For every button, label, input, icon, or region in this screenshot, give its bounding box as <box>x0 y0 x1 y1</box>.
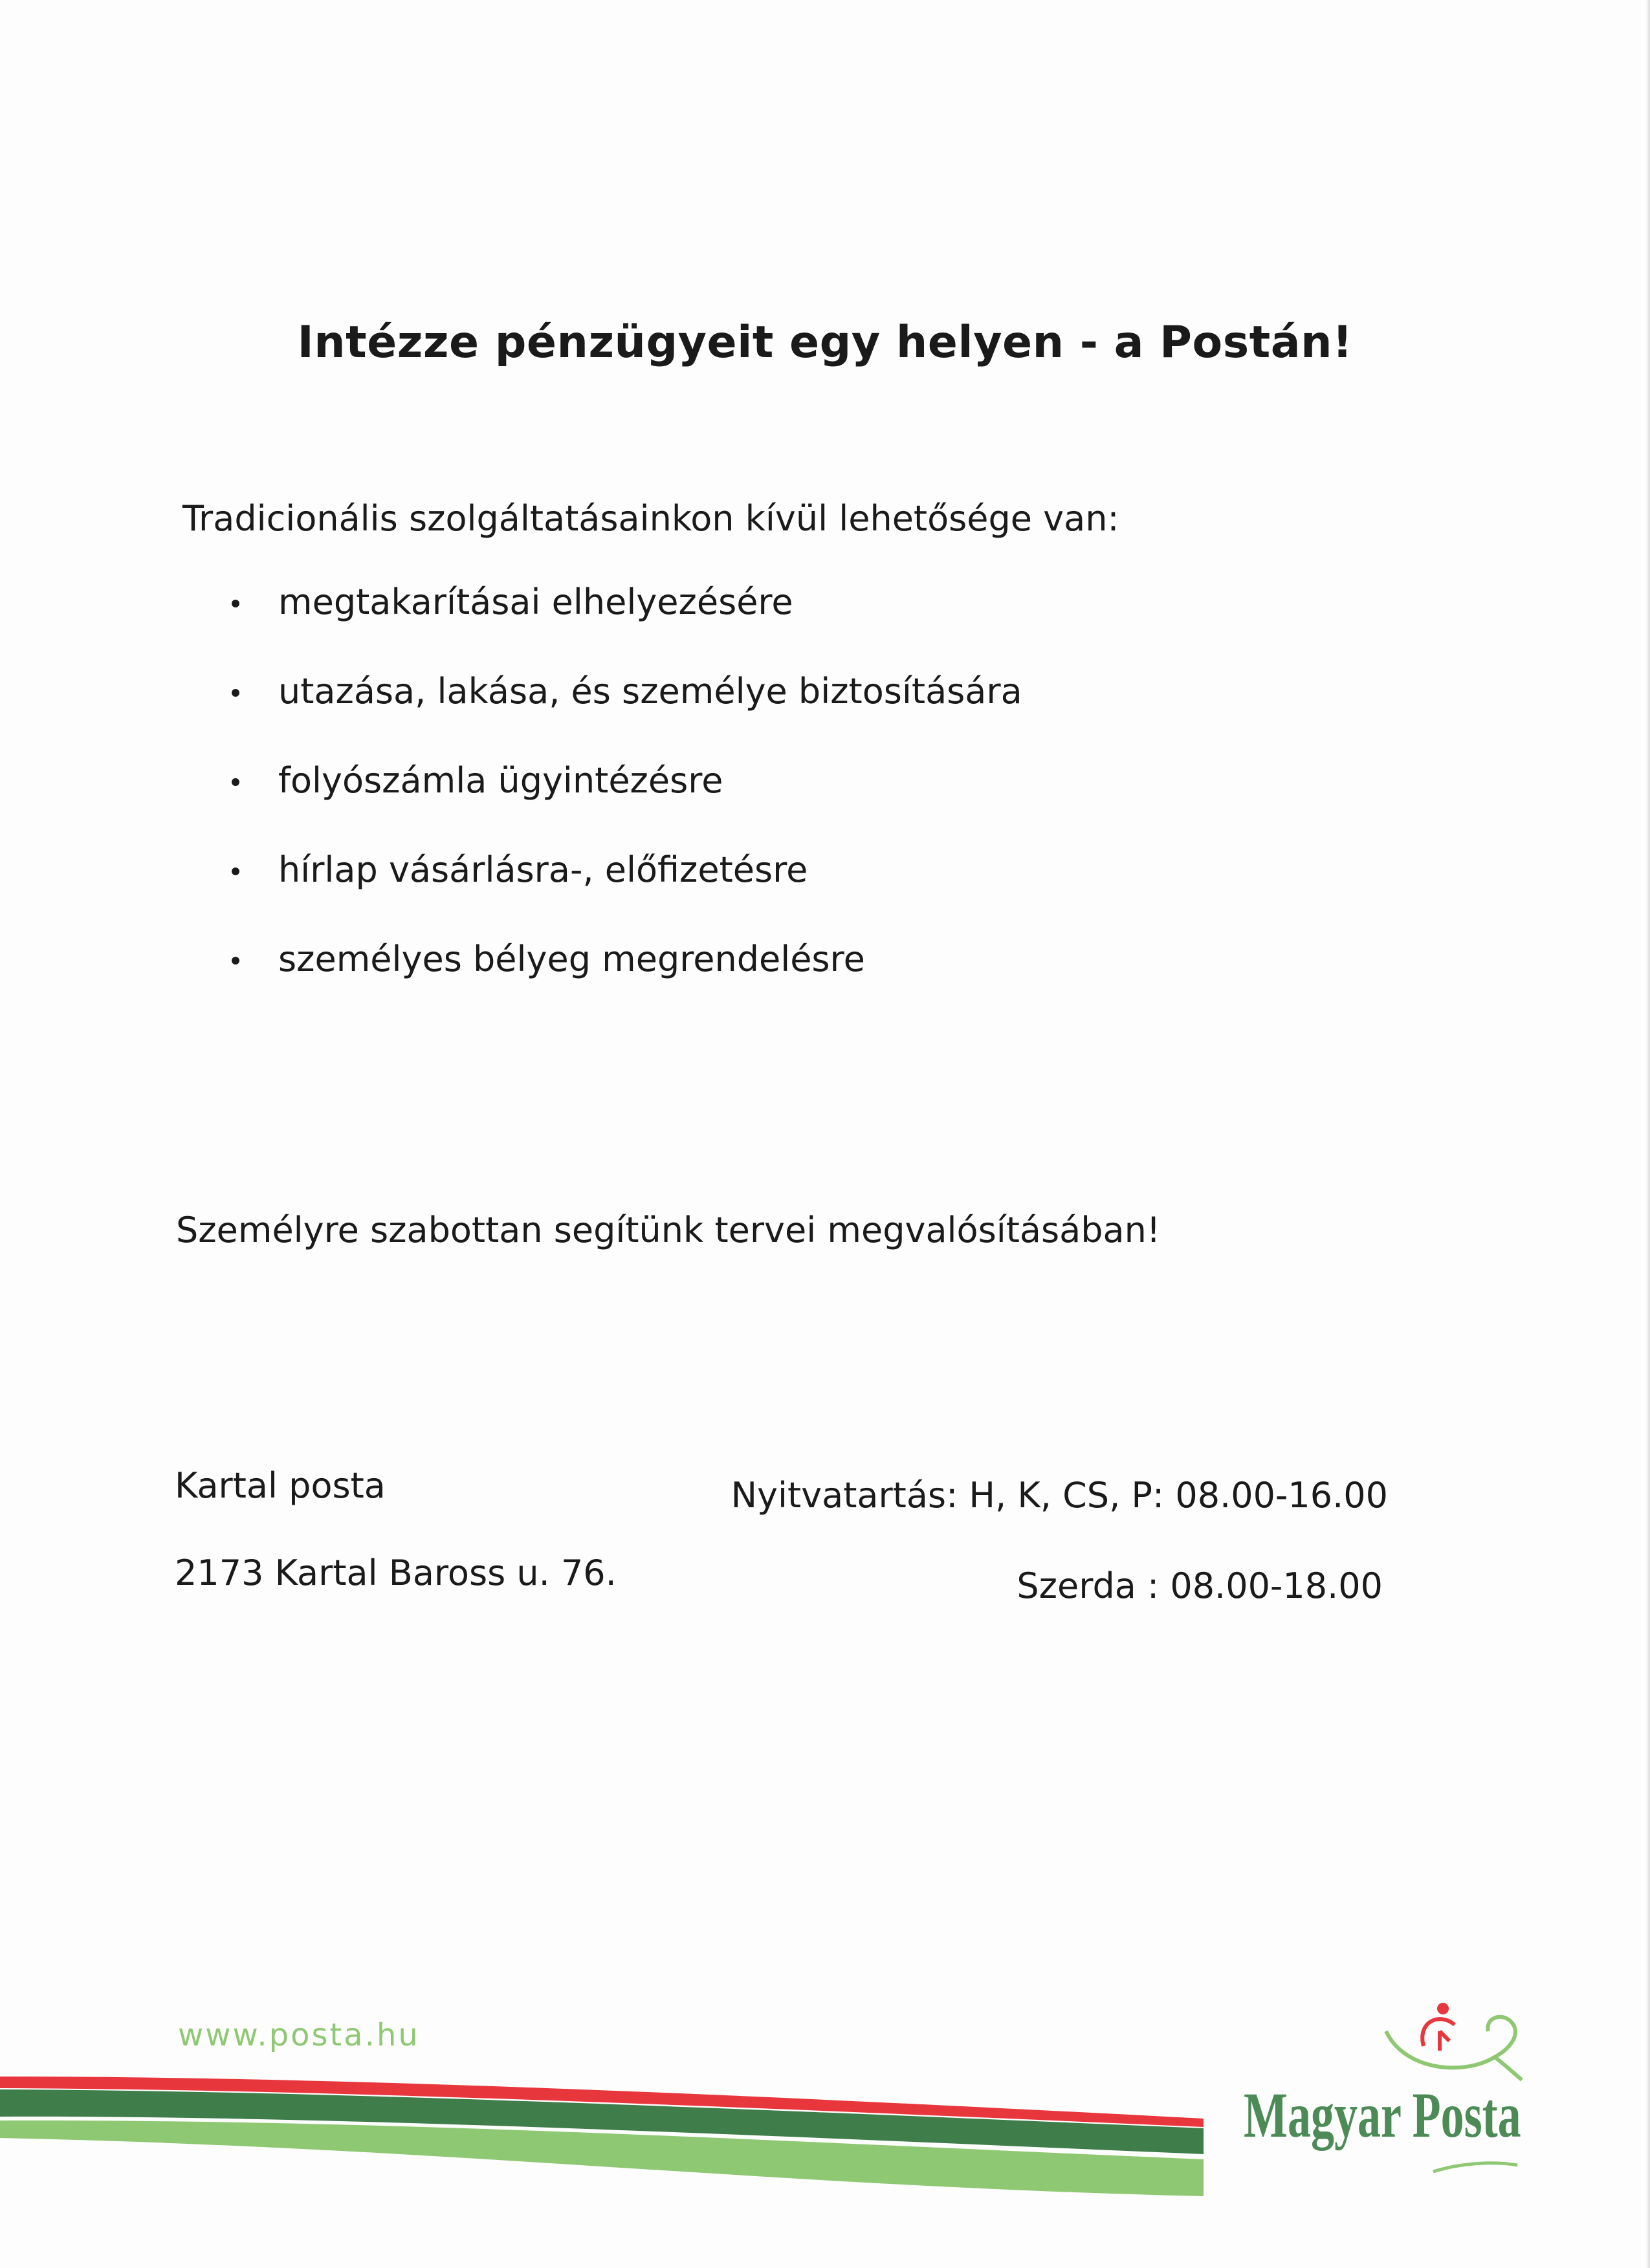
office-name: Kartal posta <box>175 1465 386 1506</box>
office-address: 2173 Kartal Baross u. 76. <box>175 1553 617 1593</box>
footer-waves <box>0 2057 1204 2206</box>
magyar-posta-logo: Magyar Posta <box>1244 2079 1521 2151</box>
opening-hours-wednesday: Szerda : 08.00-18.00 <box>1017 1565 1383 1606</box>
intro-text: Tradicionális szolgáltatásainkon kívül lehetősége van: <box>182 498 1119 539</box>
service-item: utazása, lakása, és személye biztosítására <box>226 671 1022 712</box>
service-item: hírlap vásárlásra-, előfizetésre <box>226 850 1022 890</box>
services-list <box>226 582 1022 1029</box>
logo-swoosh-icon <box>1430 2157 1521 2177</box>
page-title: Intézze pénzügyeit egy helyen - a Postán! <box>297 317 1353 368</box>
website-link[interactable]: www.posta.hu <box>178 2017 420 2053</box>
service-item: folyószámla ügyintézésre <box>226 761 1022 801</box>
service-item: megtakarításai elhelyezésére <box>226 582 1022 622</box>
posthorn-logo-icon <box>1378 1996 1527 2089</box>
opening-hours: Nyitvatartás: H, K, CS, P: 08.00-16.00 <box>731 1475 1388 1516</box>
tagline: Személyre szabottan segítünk tervei megvalósításában! <box>176 1210 1161 1250</box>
service-item: személyes bélyeg megrendelésre <box>226 939 1022 979</box>
